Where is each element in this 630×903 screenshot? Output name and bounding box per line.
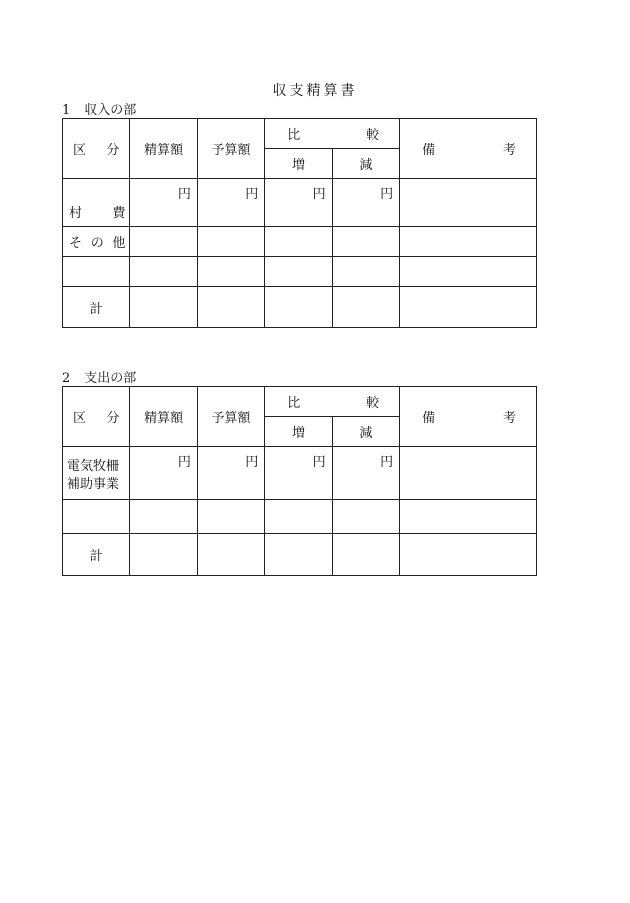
income-header-gen: 減 (332, 149, 399, 179)
income-section-heading (62, 99, 136, 118)
income-total-row (63, 287, 537, 328)
expense-gen-unit: 円 (332, 447, 399, 500)
expense-header-hikaku: 比 較 (265, 387, 400, 417)
expense-table (62, 386, 537, 576)
income-row-blank (63, 257, 537, 287)
income-row-sonota (63, 227, 537, 257)
expense-section-heading (62, 367, 136, 386)
income-seisan-unit: 円 (130, 179, 197, 227)
expense-zou-unit: 円 (265, 447, 332, 500)
expense-header-yosan: 予算額 (197, 387, 264, 447)
expense-section-number: 2 (62, 371, 71, 386)
income-total-label: 計 (63, 287, 130, 328)
expense-biko-cell (400, 447, 537, 500)
income-header-hikaku: 比 較 (265, 119, 400, 149)
income-header-seisan: 精算額 (130, 119, 197, 179)
income-header-zou: 増 (265, 149, 332, 179)
income-row-label: そ の 他 (63, 227, 130, 257)
income-section-number: 1 (62, 103, 71, 118)
income-table (62, 118, 537, 328)
expense-header-row (63, 387, 537, 417)
income-zou-unit: 円 (265, 179, 332, 227)
expense-total-label: 計 (63, 534, 130, 576)
income-biko-cell (400, 179, 537, 227)
expense-row-label: 電気牧柵 補助事業 (63, 447, 130, 500)
expense-yosan-unit: 円 (197, 447, 264, 500)
expense-header-zou: 増 (265, 417, 332, 447)
expense-row-denki (63, 447, 537, 500)
income-header-yosan: 予算額 (197, 119, 264, 179)
income-yosan-unit: 円 (197, 179, 264, 227)
expense-header-biko: 備 考 (400, 387, 537, 447)
expense-seisan-unit: 円 (130, 447, 197, 500)
income-section-title: 収入の部 (84, 103, 137, 118)
income-gen-unit: 円 (332, 179, 399, 227)
expense-header-kubun: 区 分 (63, 387, 130, 447)
expense-section-title: 支出の部 (84, 371, 137, 386)
expense-header-seisan: 精算額 (130, 387, 197, 447)
income-header-kubun: 区 分 (63, 119, 130, 179)
document-title: 収支精算書 (272, 83, 358, 99)
income-row-label: 村 費 (63, 179, 130, 227)
expense-row-blank (63, 500, 537, 534)
income-header-biko: 備 考 (400, 119, 537, 179)
income-header-row (63, 119, 537, 149)
income-row-sonpi (63, 179, 537, 227)
expense-header-gen: 減 (332, 417, 399, 447)
expense-total-row (63, 534, 537, 576)
